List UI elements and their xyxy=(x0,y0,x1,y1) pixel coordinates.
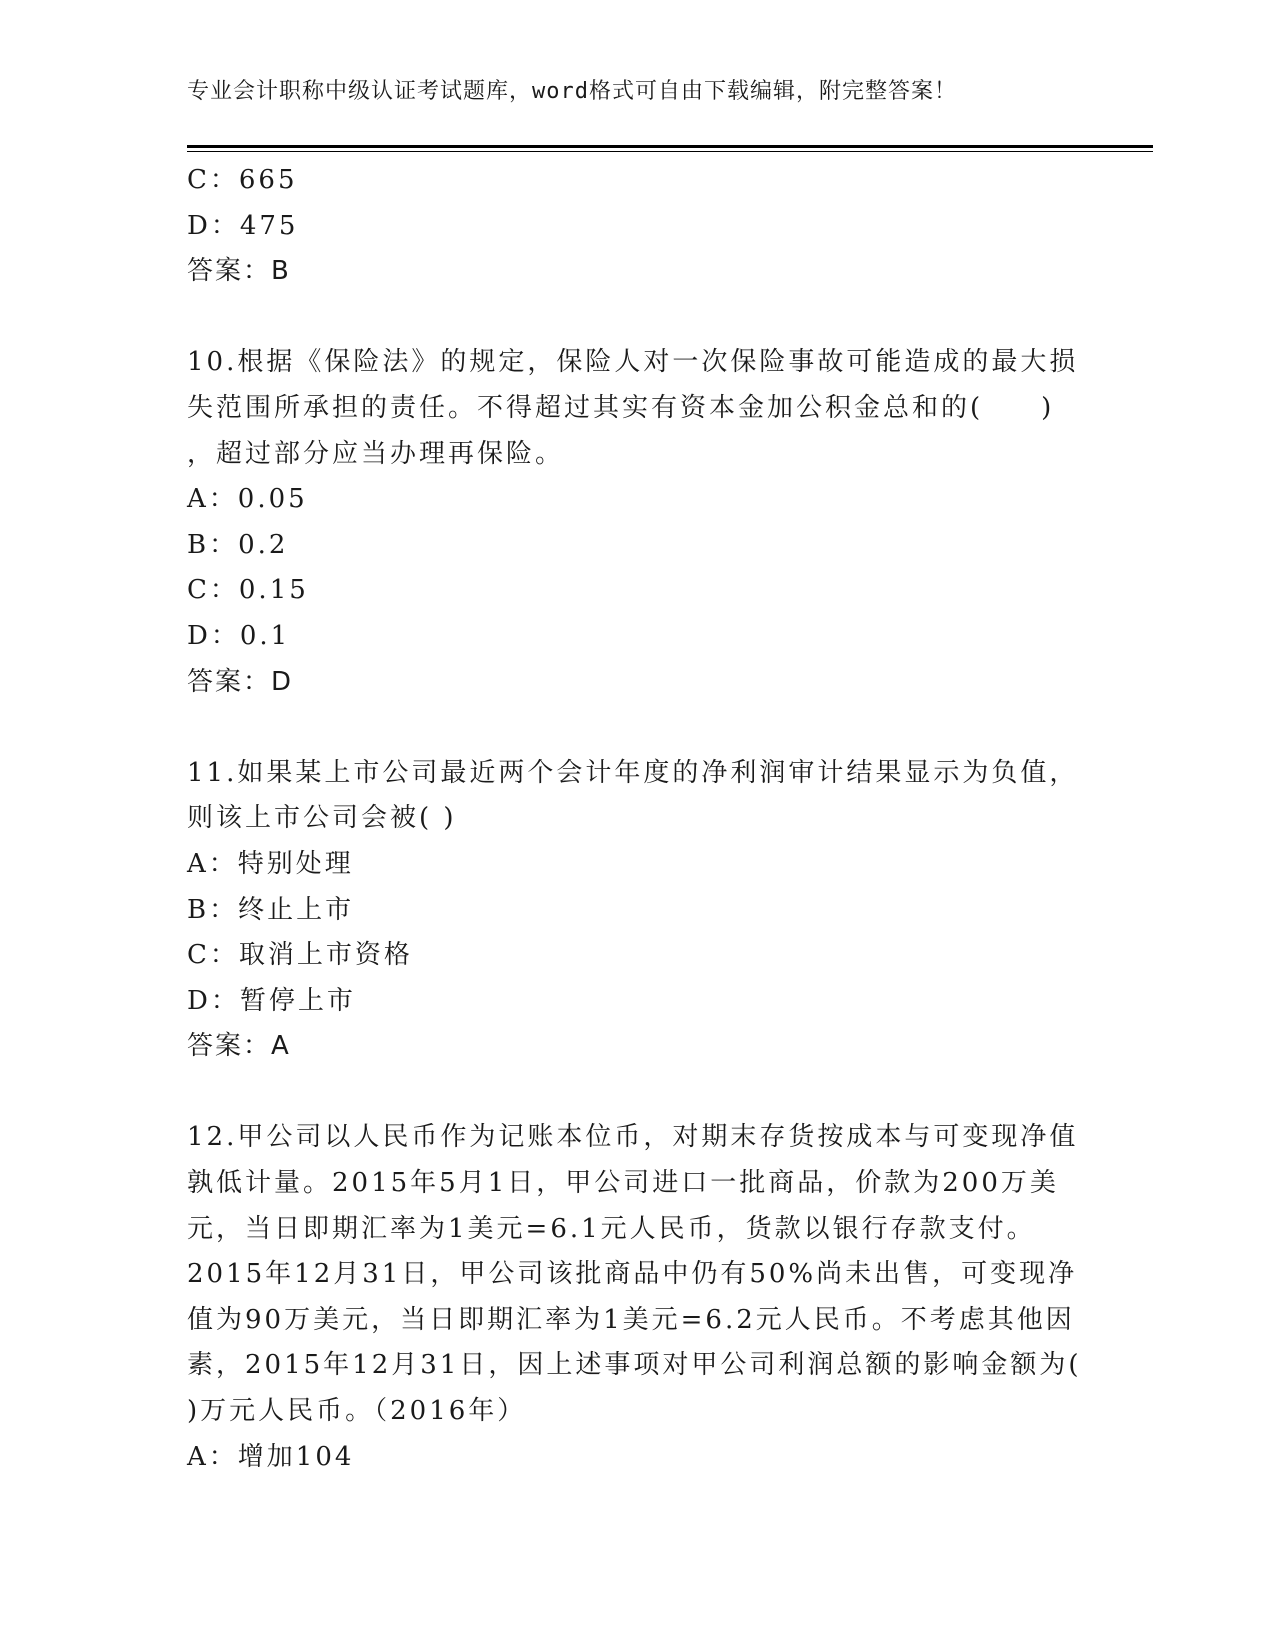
document-body xyxy=(187,158,1087,1480)
spacer xyxy=(187,1070,1087,1116)
option-line: A：特别处理 xyxy=(187,848,354,879)
question-10-line: 失范围所承担的责任。不得超过其实有资本金加公积金总和的( ) xyxy=(187,392,1055,423)
answer-line: 答案：A xyxy=(187,1031,291,1062)
answer-line: 答案：D xyxy=(187,666,294,697)
option-line: C：0.15 xyxy=(187,575,309,606)
option-line: D：0.1 xyxy=(187,620,291,651)
answer-line: 答案：B xyxy=(187,256,291,287)
question-10-line: 10.根据《保险法》的规定，保险人对一次保险事故可能造成的最大损 xyxy=(187,347,1079,378)
option-line: B：终止上市 xyxy=(187,894,355,925)
question-11-line: 11.如果某上市公司最近两个会计年度的净利润审计结果显示为负值， xyxy=(187,757,1079,788)
question-12-line: 素，2015年12月31日，因上述事项对甲公司利润总额的影响金额为( xyxy=(187,1350,1082,1381)
spacer xyxy=(187,705,1087,751)
option-line: C：取消上市资格 xyxy=(187,940,413,971)
question-10-line: ，超过部分应当办理再保险。 xyxy=(187,438,565,469)
question-12-line: 孰低计量。2015年5月1日，甲公司进口一批商品，价款为200万美 xyxy=(187,1168,1059,1199)
option-line: B：0.2 xyxy=(187,529,289,560)
option-line: C：665 xyxy=(187,165,298,195)
option-line: D：暂停上市 xyxy=(187,985,356,1016)
header-rule-thick xyxy=(187,145,1153,148)
question-12-line: 元，当日即期汇率为1美元=6.1元人民币，货款以银行存款支付。 xyxy=(187,1213,1036,1244)
question-12-line: )万元人民币。（2016年） xyxy=(187,1396,527,1427)
question-12-line: 2015年12月31日，甲公司该批商品中仍有50%尚未出售，可变现净 xyxy=(187,1259,1078,1290)
option-line: A：增加104 xyxy=(187,1441,355,1472)
spacer xyxy=(187,295,1087,341)
header-rule-thin xyxy=(187,151,1153,152)
page-header: 专业会计职称中级认证考试题库，word格式可自由下载编辑，附完整答案！ xyxy=(187,79,957,104)
question-11-line: 则该上市公司会被( ) xyxy=(187,803,457,834)
question-12-line: 12.甲公司以人民币作为记账本位币，对期末存货按成本与可变现净值 xyxy=(187,1122,1079,1153)
option-line: D：475 xyxy=(187,210,299,241)
option-line: A：0.05 xyxy=(187,484,308,515)
question-12-line: 值为90万美元，当日即期汇率为1美元=6.2元人民币。不考虑其他因 xyxy=(187,1304,1075,1335)
